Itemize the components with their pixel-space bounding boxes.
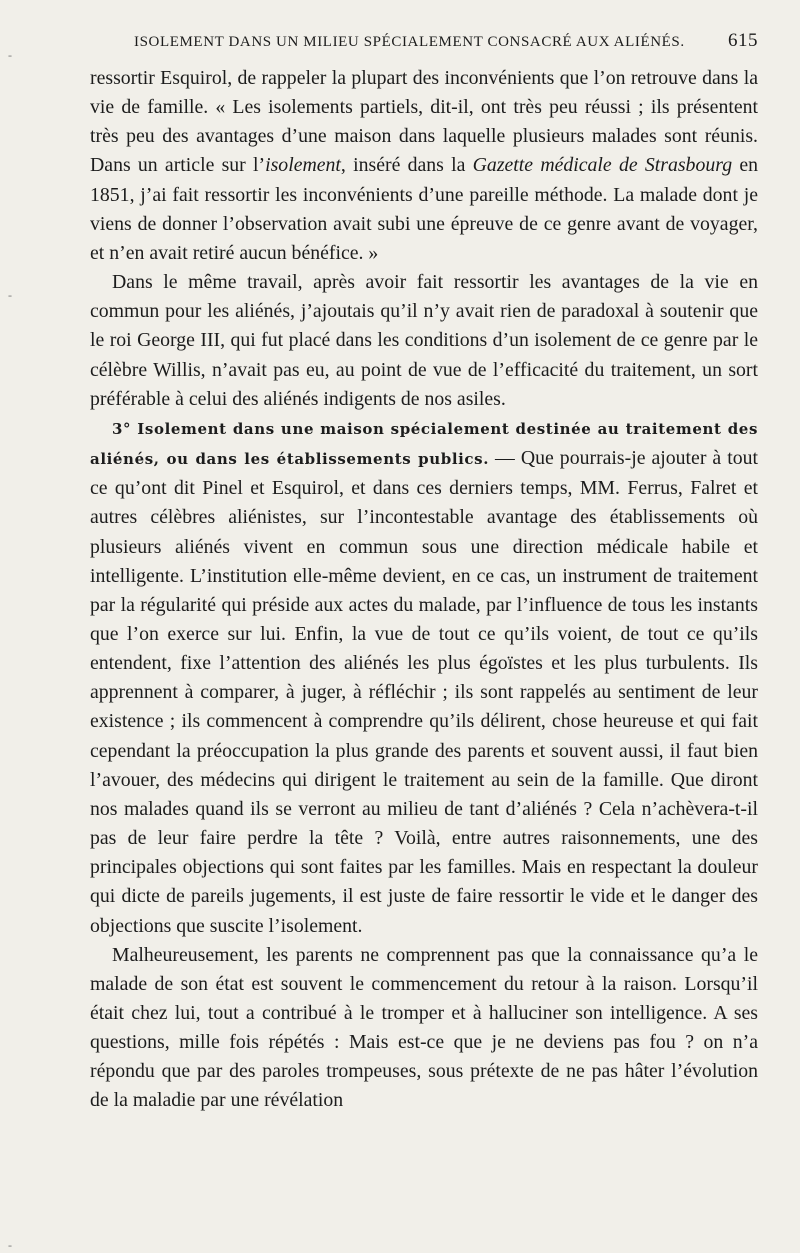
paragraph-3-text: — Que pourrais-je ajouter à tout ce qu’ont dit Pinel et Esquirol, et dans ces derniers temps, MM. Ferrus, Falret et autres célèbres aliénistes, sur l’incontestable avantage des établissements où plusieurs aliénés vivent en commun sous une direction médicale habile et intelligente. L’institution elle-même devient, en ce cas, un instrument de traitement par la régularité qui préside aux actes du malade, par l’influence de tous les instants que l’on exerce sur lui. Enfin, la vue de tout ce qu’ils voient, de tout ce qu’ils entendent, fixe l’attention des aliénés les plus égoïstes et les plus turbulents. Ils apprennent à comparer, à juger, à réfléchir ; ils sont rappelés au sentiment de leur existence ; ils commencent à comprendre qu’ils délirent, chose heureuse et qui fait cependant la préoccupation la plus grande des parents et souvent aussi, il faut bien l’avouer, des médecins qui dirigent le traitement au sein de la famille. Que diront nos malades quand ils se verront au milieu de tant d’aliénés ? Cela n’achèvera-t-il pas de leur faire perdre la tête ? Voilà, entre autres raisonnements, une des principales objections qui sont faites par les familles. Mais en respectant la douleur qui dicte de pareils jugements, il est juste de faire ressortir le vide et le danger des objections que suscite l’isolement. [90,447,758,937]
running-header [90,30,758,64]
page-number: 615 [728,30,758,51]
paragraph-1-text-a: ressortir Esquirol, de rappeler la plupart des inconvénients que l’on retrouve dans la vie de famille. « Les isolements partiels, dit-il, ont très peu réussi ; ils présentent très peu des avantages d’une maison dans laquelle plusieurs malades sont réunis. Dans un article sur l’ [90,67,758,177]
margin-mark: - [8,288,12,302]
paragraph-1-text-c: en 1851, j’ai fait ressortir les inconvénients d’une pareille méthode. La malade dont je viens de donner l’observation avait subi une épreuve de ce genre avant de voyager, et n’en avait retiré aucun bénéfice. » [90,154,759,264]
paragraph-1 [90,64,758,268]
paragraph-3 [90,414,758,941]
paragraph-1-text-b: , inséré dans la [340,154,473,177]
paragraph-2: Dans le même travail, après avoir fait ressortir les avantages de la vie en commun pour les aliénés, j’ajoutais qu’il n’y avait rien de paradoxal à soutenir que le roi George III, qui fut placé dans les conditions d’un isolement de ce genre par le célèbre Willis, n’avait pas eu, au point de vue de l’efficacité du traitement, un sort préférable à celui des aliénés indigents de nos asiles. [90,271,758,410]
paragraph-4: Malheureusement, les parents ne comprennent pas que la connaissance qu’a le malade de son état est souvent le commencement du retour à la raison. Lorsqu’il était chez lui, tout a contribué à le tromper et à halluciner son intelligence. A ses questions, mille fois répétés : Mais est-ce que je ne deviens pas fou ? on n’a répondu que par des paroles trompeuses, sous prétexte de ne pas hâter l’évolution de la maladie par une révélation [90,943,758,1112]
italic-journal-title: Gazette médicale de Strasbourg [472,154,733,177]
section-heading: 3° Isolement dans une maison spécialement destinée au traitement des aliénés, ou dans les établissements publics. [90,419,758,469]
margin-mark: - [8,48,12,62]
book-page [90,30,758,1230]
running-title: ISOLEMENT DANS UN MILIEU SPÉCIALEMENT CONSACRÉ AUX ALIÉNÉS. [134,34,685,50]
italic-isolement: isolement [265,154,341,177]
margin-mark: - [8,1238,12,1252]
